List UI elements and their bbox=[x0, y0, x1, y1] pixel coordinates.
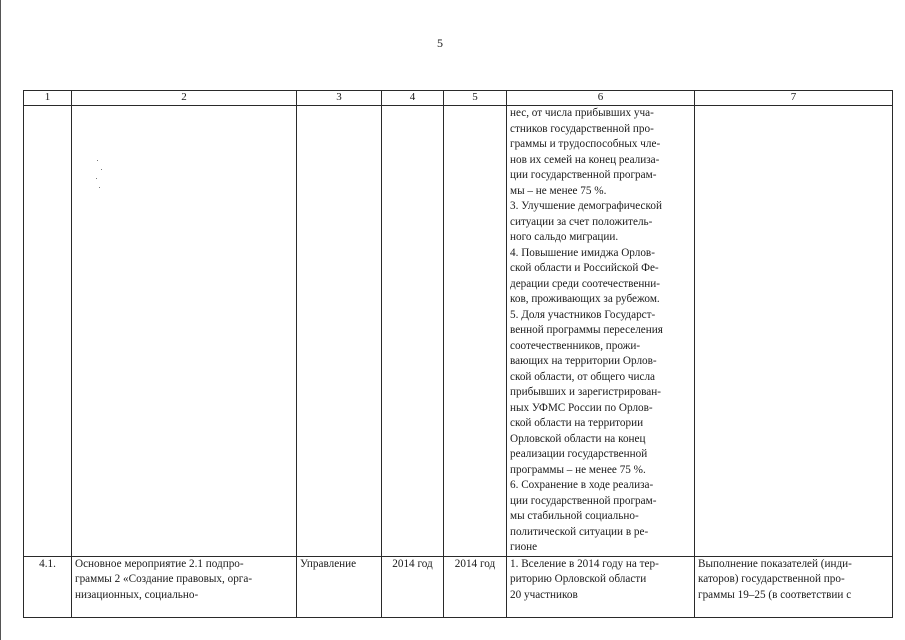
cell-measure-empty bbox=[72, 106, 297, 557]
cell-end-year: 2014 год bbox=[444, 556, 507, 617]
header-col-6: 6 bbox=[507, 91, 695, 106]
header-col-4: 4 bbox=[382, 91, 444, 106]
cell-end-empty bbox=[444, 106, 507, 557]
cell-expected-result: 1. Вселение в 2014 году на тер- риторию Орловской области 20 участников bbox=[507, 556, 695, 617]
cell-start-empty bbox=[382, 106, 444, 557]
page-number: 5 bbox=[437, 36, 443, 50]
header-col-3: 3 bbox=[297, 91, 382, 106]
cell-executor-empty bbox=[297, 106, 382, 557]
cell-measure-name: Основное мероприятие 2.1 подпро- граммы 2 «Создание правовых, орга- низационных, социально- bbox=[72, 556, 297, 617]
cell-indicators: Выполнение показателей (инди- каторов) государственной про- граммы 19–25 (в соответствии с bbox=[695, 556, 893, 617]
cell-executor: Управление bbox=[297, 556, 382, 617]
cell-indicators-empty bbox=[695, 106, 893, 557]
header-col-5: 5 bbox=[444, 91, 507, 106]
table-header-row bbox=[24, 91, 893, 106]
table-row-4-1 bbox=[24, 556, 893, 617]
cell-start-year: 2014 год bbox=[382, 556, 444, 617]
table-row-continued bbox=[24, 106, 893, 557]
header-col-7: 7 bbox=[695, 91, 893, 106]
cell-row-number: 4.1. bbox=[24, 556, 72, 617]
page-edge-rule bbox=[0, 0, 1, 640]
header-col-2: 2 bbox=[72, 91, 297, 106]
program-measures-table bbox=[23, 90, 893, 618]
header-col-1: 1 bbox=[24, 91, 72, 106]
cell-expected-results: нес, от числа прибывших уча- стников государственной про- граммы и трудоспособных чле- нов их семей на конец реализа- ции государственной програм- мы – не менее 75 %. 3. Улучшение демографической ситуации за счет положитель- ного сальдо миграции. 4. Повышение имиджа Орлов- ской области и Российской Фе- дерации среди соотечественни- ков, проживающих за рубежом. 5. Доля участников Государст- венной программы переселения соотечественников, прожи- вающих на территории Орлов- ской области, от общего числа прибывших и зарегистрирован- ных УФМС России по Орлов- ской области на территории Орловской области на конец реализации государственной программы – не менее 75 %. 6. Сохранение в ходе реализа- ции государственной програм- мы стабильной социально- политической ситуации в ре- гионе bbox=[507, 106, 695, 557]
cell-num-empty bbox=[24, 106, 72, 557]
